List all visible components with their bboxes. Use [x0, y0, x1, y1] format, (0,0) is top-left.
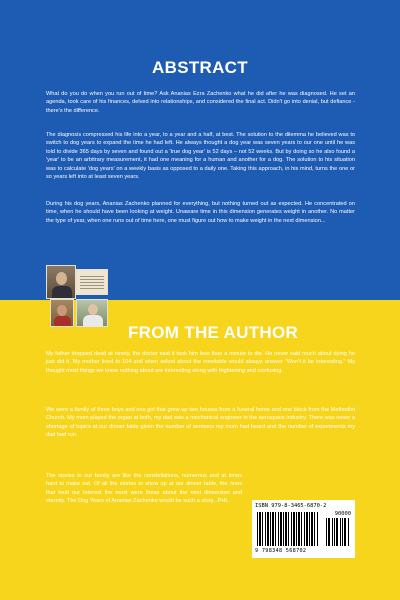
barcode-addon-bars [326, 518, 350, 546]
price-code: 90000 [334, 511, 351, 517]
woman-photo [50, 299, 74, 327]
elder-photo [76, 299, 108, 327]
author-paragraph-3: The stories in our family are like the constellations, numerous and at times hard to make out. Of all the stories to show up at our dinner table, the ones that held our interest the most were those about the next dimension and eternity. The Dog Years of Ananias Zachenko would be such a story...PHL [46, 473, 242, 505]
abstract-paragraph-3: During his dog years, Ananias Zachenko planned for everything, but nothing turned out as expected. He concentrated on time, when he should have been looking at weight. Unaware time in this dimension generates weight in another. No matter the type of year, when one runs out of time here, one must figure out how to make weight in the next dimension... [46, 201, 355, 224]
author-paragraph-2: We were a family of three boys and one girl that grew up two houses from a funeral home and one block from the Methodist Church. My mom played the organ at both, my dad was a mechanical engineer in the aerospace industry. There was never a shortage of topics at our dinner table given the number of sermons my mom had heard and the number of experiments my dad had run. [46, 407, 355, 439]
abstract-paragraph-2: The diagnosis compressed his life into a year, to a year and a half, at best. The solution to the dilemma he believed was to switch to dog years to expand the time he had left. He always thought a dog year was seven years to our one until he was told to divide 365 days by seven and found out a 'true dog year' is 52 days – not 52 weeks. But by doing so he also found a 'year' to be an arbitrary measurement, it had one meaning for a human and another for a dog. The solution to his situation was to calculate 'dog years' on a weekly basis as opposed to a daily one. Taking this approach, in his mind, turns the one or so years left into at least seven years. [46, 132, 355, 181]
document-photo [76, 269, 108, 295]
portrait-photo [46, 265, 76, 299]
isbn-barcode [252, 500, 355, 558]
barcode-bars [257, 512, 319, 546]
isbn-text: ISBN 979-8-3465-6870-2 [255, 503, 327, 509]
abstract-heading: ABSTRACT [152, 58, 248, 77]
author-heading: FROM THE AUTHOR [128, 323, 299, 342]
barcode-digits: 9 798348 568702 [255, 548, 307, 554]
family-photo-collage [46, 265, 110, 329]
author-paragraph-1: My father dropped dead at ninety, the doctor said it took him less than a minute to die. He never said much about dying he just did it. My mother lived to 104 and when asked about the inevitable would always answer "Won't it be interesting." My thought most things we know nothing about are interesting along with frightening and confusing. [46, 351, 355, 374]
abstract-paragraph-1: What do you do when you run out of time? Ask Ananias Ezra Zachenko what he did after he was diagnosed. He set an agenda, took care of his finances, delved into relationships, and considered the final act. Didn't go into denial, but defiance - there's the difference. [46, 91, 355, 114]
